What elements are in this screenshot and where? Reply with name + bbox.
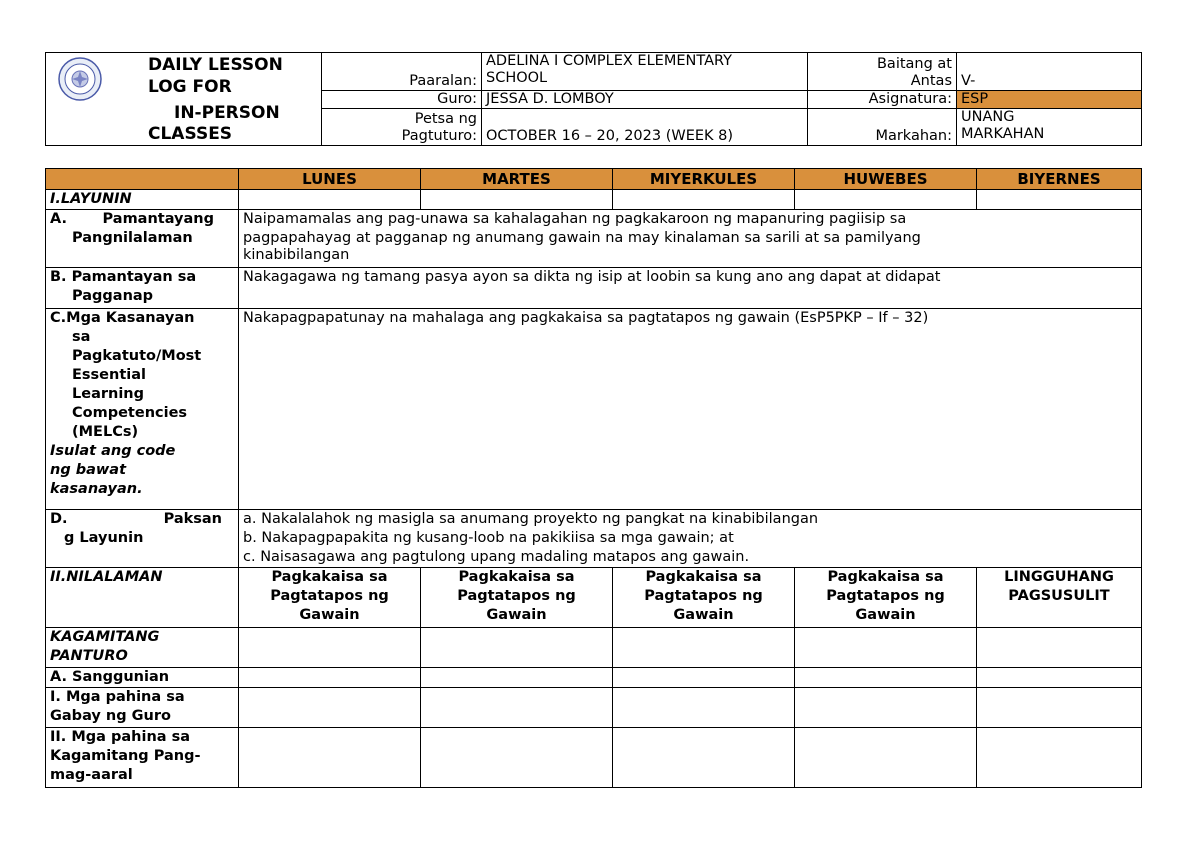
day-header-huwebes: HUWEBES xyxy=(795,169,977,190)
pamantayang-label-a: A. xyxy=(50,211,67,227)
pagganap-label-line-2: Pagganap xyxy=(72,288,154,304)
topic-line-3: Gawain xyxy=(673,607,734,623)
topic-line-2: Pagtatapos ng xyxy=(644,588,763,604)
quarter-value-line-2: MARKAHAN xyxy=(961,126,1045,142)
paksa-item: a. Nakalalahok ng masigla sa anumang proyekto ng pangkat na kinabibilangan xyxy=(243,511,819,527)
topic-line-3: Gawain xyxy=(486,607,547,623)
melc-label-line-5: Learning xyxy=(72,386,145,402)
table-row xyxy=(46,268,1142,309)
header-table xyxy=(45,52,1142,146)
date-label-line-1: Petsa ng xyxy=(414,111,477,127)
date-label-line-2: Pagtuturo: xyxy=(401,128,477,144)
day-header-lunes: LUNES xyxy=(239,169,421,190)
topic-line-1: Pagkakaisa sa xyxy=(458,569,575,585)
topic-line-3: Gawain xyxy=(855,607,916,623)
pagganap-label xyxy=(46,268,239,309)
date-value: OCTOBER 16 – 20, 2023 (WEEK 8) xyxy=(482,109,808,146)
pamantayang-label xyxy=(46,210,239,268)
melc-label-line-6: Competencies xyxy=(72,405,188,421)
paksa-item: c. Naisasagawa ang pagtulong upang madaling matapos ang gawain. xyxy=(243,549,750,565)
paksa-label xyxy=(46,510,239,568)
table-row xyxy=(46,568,1142,628)
kagamitang-pang-label xyxy=(46,728,239,788)
table-row xyxy=(46,190,1142,210)
table-row xyxy=(46,668,1142,688)
table-row xyxy=(46,210,1142,268)
day-header-martes: MARTES xyxy=(421,169,613,190)
topic-line-1: Pagkakaisa sa xyxy=(271,569,388,585)
nilalaman-label: II.NILALAMAN xyxy=(46,568,239,628)
paksa-items xyxy=(239,510,1142,568)
melc-label-line-2: sa xyxy=(72,329,91,345)
title-line-1: DAILY LESSON xyxy=(148,55,283,75)
paksa-label-line-2: g Layunin xyxy=(64,530,144,546)
grade-value: V- xyxy=(957,53,1142,91)
grade-label-line-2: Antas xyxy=(910,73,952,89)
pamantayang-label-c: Pangnilalaman xyxy=(72,230,193,246)
sanggunian-label: A. Sanggunian xyxy=(46,668,239,688)
topic-huwebes xyxy=(795,568,977,628)
pang-line-3: mag-aaral xyxy=(50,767,133,783)
topic-line-2: Pagtatapos ng xyxy=(270,588,389,604)
pamantayang-text-line-1: Naipamamalas ang pag-unawa sa kahalagahan ng pagkakaroon ng mapanuring pagiisip sa xyxy=(243,211,907,227)
gabay-line-2: Gabay ng Guro xyxy=(50,708,171,724)
grade-label-line-1: Baitang at xyxy=(876,56,952,72)
melc-label-line-1: C.Mga Kasanayan xyxy=(50,310,195,326)
pang-line-1: II. Mga pahina sa xyxy=(50,729,191,745)
kagamitan-line-2: PANTURO xyxy=(50,648,128,664)
pamantayang-label-b: Pamantayang xyxy=(102,211,214,227)
subject-label: Asignatura: xyxy=(808,91,957,109)
title-line-2: LOG FOR xyxy=(148,77,232,97)
pagganap-label-line-1: B. Pamantayan sa xyxy=(50,269,197,285)
paksa-label-a: D. xyxy=(50,511,68,527)
topic-line-2: Pagtatapos ng xyxy=(457,588,576,604)
title-line-4: CLASSES xyxy=(148,124,233,144)
topic-line-1: Pagkakaisa sa xyxy=(827,569,944,585)
table-row xyxy=(46,688,1142,728)
pamantayang-text-line-2: pagpapahayag at pagganap ng anumang gawain na may kinalaman sa sarili at sa pamilyang xyxy=(243,230,921,246)
school-value xyxy=(482,53,808,91)
table-row xyxy=(46,728,1142,788)
melc-label xyxy=(46,309,239,510)
quarter-value-line-1: UNANG xyxy=(961,109,1015,125)
gabay-line-1: I. Mga pahina sa xyxy=(50,689,185,705)
melc-note-line-2: ng bawat xyxy=(50,462,127,478)
gabay-label xyxy=(46,688,239,728)
topic-line-3: Gawain xyxy=(299,607,360,623)
table-row xyxy=(46,309,1142,510)
melc-text: Nakapagpapatunay na mahalaga ang pagkakaisa sa pagtatapos ng gawain (EsP5PKP – If – 32) xyxy=(239,309,1142,510)
teacher-label: Guro: xyxy=(322,91,482,109)
day-header-row xyxy=(46,169,1142,190)
deped-seal-icon xyxy=(58,57,102,101)
school-value-line-1: ADELINA I COMPLEX ELEMENTARY xyxy=(486,53,733,69)
review-line-2: PAGSUSULIT xyxy=(1008,588,1110,604)
topic-biyernes xyxy=(977,568,1142,628)
pamantayang-text-line-3: kinabibilangan xyxy=(243,247,350,263)
kagamitan-label xyxy=(46,628,239,668)
pagganap-text: Nakagagawa ng tamang pasya ayon sa dikta ng isip at loobin sa kung ano ang dapat at didapat xyxy=(239,268,1142,309)
day-header-biyernes: BIYERNES xyxy=(977,169,1142,190)
paksa-item: b. Nakapagpapakita ng kusang-loob na pakikiisa sa mga gawain; at xyxy=(243,530,734,546)
header-blank xyxy=(46,169,239,190)
topic-lunes xyxy=(239,568,421,628)
review-line-1: LINGGUHANG xyxy=(1004,569,1114,585)
teacher-value: JESSA D. LOMBOY xyxy=(482,91,808,109)
pamantayang-text xyxy=(239,210,1142,268)
pang-line-2: Kagamitang Pang- xyxy=(50,748,201,764)
topic-line-1: Pagkakaisa sa xyxy=(645,569,762,585)
paksa-label-b: Paksan xyxy=(163,511,222,527)
topic-miyerkules xyxy=(613,568,795,628)
melc-note-line-1: Isulat ang code xyxy=(50,443,176,459)
quarter-label: Markahan: xyxy=(808,109,957,146)
date-label xyxy=(322,109,482,146)
layunin-label: I.LAYUNIN xyxy=(46,190,239,210)
school-label: Paaralan: xyxy=(322,53,482,91)
melc-label-line-7: (MELCs) xyxy=(72,424,139,440)
table-row xyxy=(46,510,1142,568)
title-cell xyxy=(46,53,322,146)
subject-value: ESP xyxy=(957,91,1142,109)
quarter-value xyxy=(957,109,1142,146)
melc-label-line-4: Essential xyxy=(72,367,146,383)
kagamitan-line-1: KAGAMITANG xyxy=(50,629,160,645)
grade-label xyxy=(808,53,957,91)
table-row xyxy=(46,628,1142,668)
day-header-miyerkules: MIYERKULES xyxy=(613,169,795,190)
topic-martes xyxy=(421,568,613,628)
melc-label-line-3: Pagkatuto/Most xyxy=(72,348,202,364)
topic-line-2: Pagtatapos ng xyxy=(826,588,945,604)
melc-note-line-3: kasanayan. xyxy=(50,481,143,497)
lesson-table xyxy=(45,168,1142,788)
title-line-3: IN-PERSON xyxy=(174,103,280,123)
school-value-line-2: SCHOOL xyxy=(486,70,548,86)
